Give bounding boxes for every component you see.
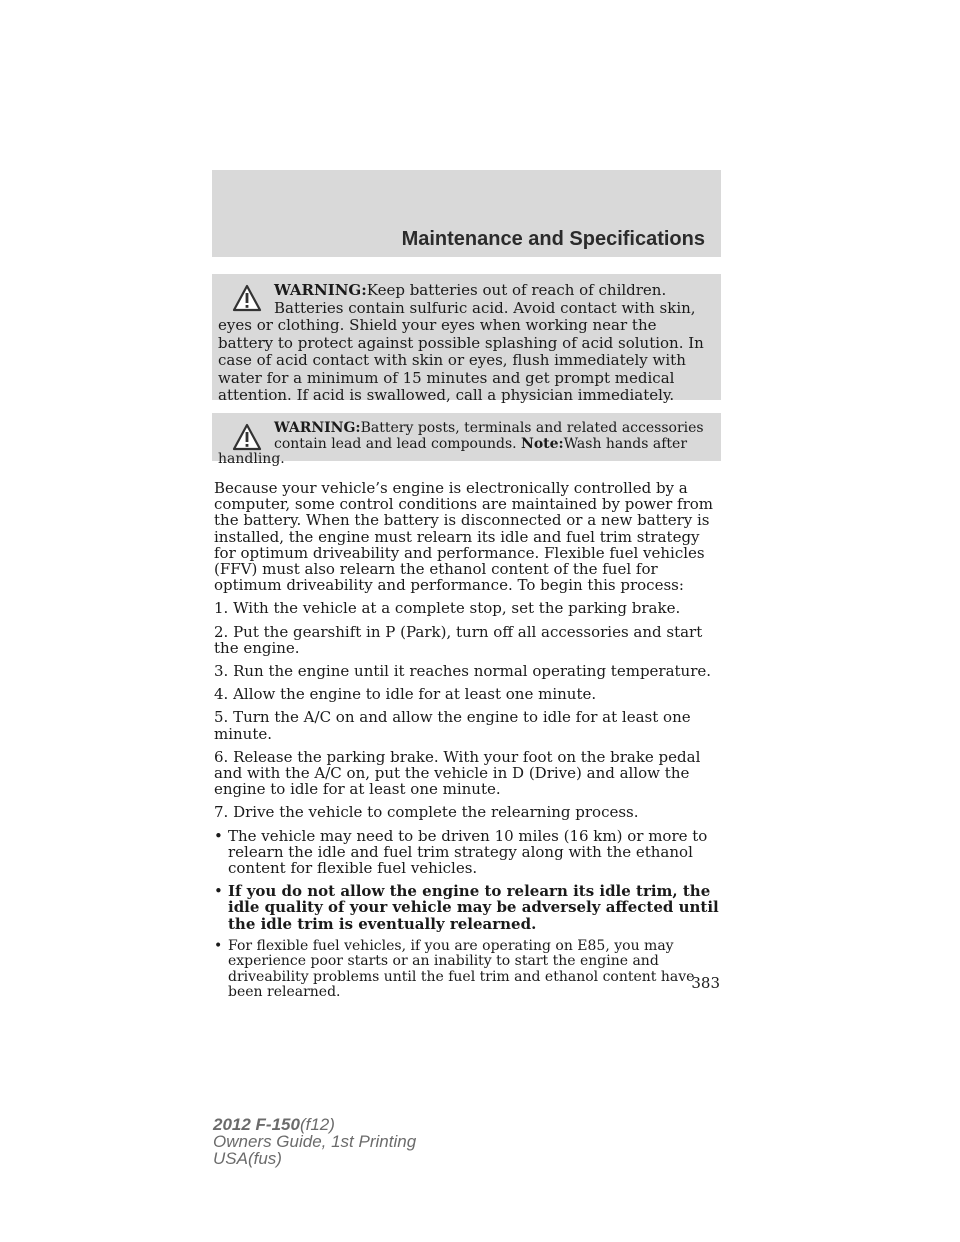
- step-5: 5. Turn the A/C on and allow the engine to idle for at least one minute.: [214, 708, 691, 743]
- note-text: Wash hands after handling.: [218, 435, 688, 467]
- main-content: [214, 480, 724, 1008]
- warning-label: WARNING:: [274, 281, 367, 299]
- bullet-text: The vehicle may need to be driven 10 miles (16 km) or more to relearn the idle and fuel trim strategy along with the ethanol content for flexible fuel vehicles.: [228, 826, 708, 878]
- warning-box-lead: [212, 413, 721, 467]
- bullet-text: For flexible fuel vehicles, if you are operating on E85, you may experience poor starts or an inability to start the engine and driveability problems until the fuel trim and ethanol content have been relearned.: [228, 937, 695, 1001]
- step-1: 1. With the vehicle at a complete stop, set the parking brake.: [214, 599, 681, 618]
- bullet-item: [214, 939, 724, 1001]
- warning-box-battery-acid: [212, 274, 721, 404]
- note-label: Note:: [521, 435, 564, 452]
- bullet-item: [214, 883, 724, 932]
- warning-triangle-icon: [232, 423, 262, 451]
- warning-text: Keep batteries out of reach of children. Batteries contain sulfuric acid. Avoid contact with skin, eyes or clothing. Shield your eyes when working near the battery to protect against possible splashing of acid solution. In case of acid contact with skin or eyes, flush immediately with water for a minimum of 15 minutes and get prompt medical attention. If acid is swallowed, call a physician immediately.: [218, 281, 704, 404]
- footer-market-code: (fus): [247, 1149, 282, 1168]
- warning-label: WARNING:: [274, 420, 361, 436]
- step-2: 2. Put the gearshift in P (Park), turn off all accessories and start the engine.: [214, 622, 703, 657]
- footer-code: (f12): [299, 1115, 335, 1134]
- bullet-marker: •: [214, 937, 223, 954]
- document-footer: [213, 1116, 416, 1167]
- footer-market: USA: [213, 1149, 248, 1168]
- step-6: 6. Release the parking brake. With your foot on the brake pedal and with the A/C on, put the vehicle in D (Drive) and allow the engine to idle for at least one minute.: [214, 747, 701, 799]
- footer-model: 2012 F-150: [213, 1115, 300, 1134]
- step-7: 7. Drive the vehicle to complete the relearning process.: [214, 803, 639, 822]
- step-3: 3. Run the engine until it reaches normal operating temperature.: [214, 662, 712, 681]
- bullet-item: [214, 828, 724, 877]
- section-title: Maintenance and Specifications: [401, 228, 705, 250]
- warning-triangle-icon: [232, 284, 262, 312]
- bullet-text-bold: If you do not allow the engine to relearn its idle trim, the idle quality of your vehicle may be adversely affected until the idle trim is eventually relearned.: [228, 882, 719, 933]
- bullet-marker: •: [214, 826, 223, 845]
- step-4: 4. Allow the engine to idle for at least one minute.: [214, 685, 597, 704]
- page-number: 383: [691, 974, 720, 992]
- footer-printing: Owners Guide, 1st Printing: [213, 1132, 417, 1151]
- section-header: [212, 170, 721, 257]
- warning-text: Battery posts, terminals and related accessories contain lead and lead compounds.: [274, 420, 704, 452]
- bullet-marker: •: [214, 882, 223, 901]
- intro-paragraph: Because your vehicle’s engine is electronically controlled by a computer, some control conditions are maintained by power from the battery. When the battery is disconnected or a new battery is installed, the engine must relearn its idle and fuel trim strategy for optimum driveability and performance. Flexible fuel vehicles (FFV) must also relearn the ethanol content of the fuel for optimum driveability and performance. To begin this process:: [214, 479, 714, 595]
